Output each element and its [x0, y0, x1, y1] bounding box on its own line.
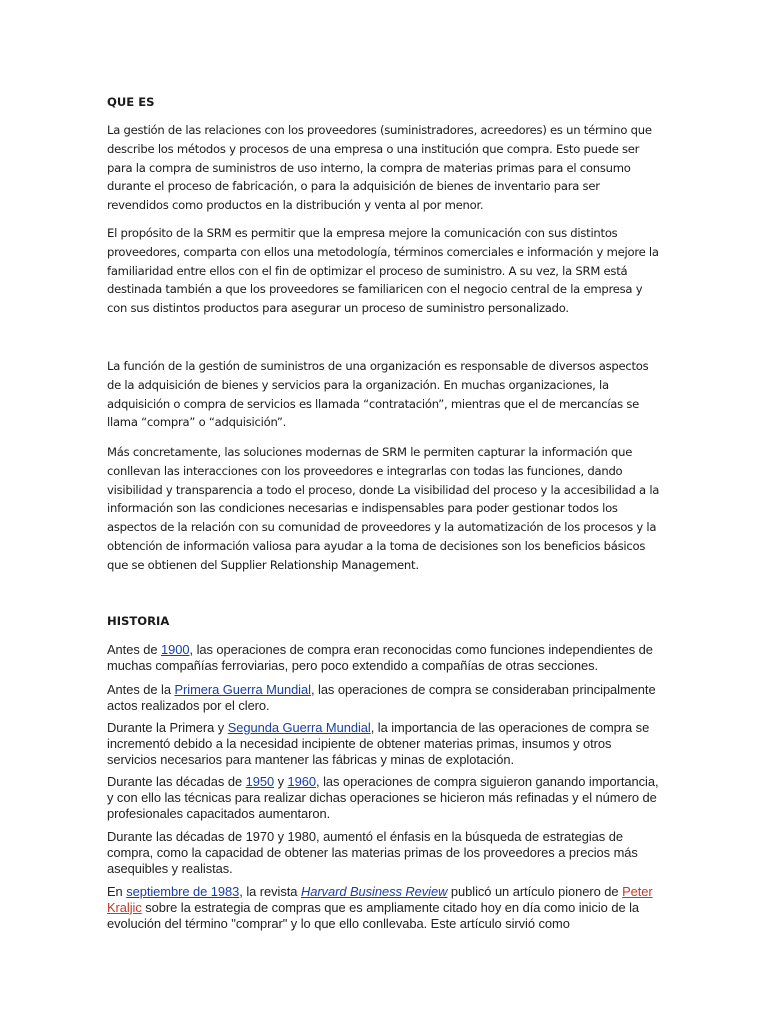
link-harvard-business-review[interactable]: Harvard Business Review: [300, 884, 448, 899]
link-segunda-guerra-mundial[interactable]: Segunda Guerra Mundial: [227, 720, 371, 735]
paragraph-historia-3: Durante la Primera y Segunda Guerra Mundial, la importancia de las operaciones de compra se incrementó debido a la necesidad incipiente de obtener materias primas, insumos y otros servicios necesarios para mantener las fábricas y minas de explotación.: [107, 720, 650, 767]
paragraph-que-es-1: La gestión de las relaciones con los proveedores (suministradores, acreedores) es un término que describe los métodos y procesos de una empresa o una institución que compra. Esto puede ser para la compra de suministros de uso interno, la compra de materias primas para el consumo durante el proceso de fabricación, o para la adquisición de bienes de inventario para ser revendidos como productos en la distribución y venta al por menor.: [107, 123, 652, 213]
link-1960[interactable]: 1960: [287, 774, 317, 789]
paragraph-que-es-2: El propósito de la SRM es permitir que la empresa mejore la comunicación con sus distintos proveedores, comparta con ellos una metodología, términos comerciales e información y mejore la familiaridad entre ellos con el fin de optimizar el proceso de suministro. A su vez, la SRM está destinada también a que los proveedores se familiaricen con el negocio central de la empresa y con sus distintos productos para asegurar un proceso de suministro personalizado.: [107, 226, 659, 316]
paragraph-historia-6: En septiembre de 1983, la revista Harvard Business Review publicó un artículo pionero de Peter Kraljic sobre la estrategia de compras que es ampliamente citado hoy en día como inicio de la evolución del término "comprar" y lo que ello conllevaba. Este artículo sirvió como: [107, 884, 653, 931]
paragraph-que-es-4: Más concretamente, las soluciones modernas de SRM le permiten capturar la información que conllevan las interacciones con los proveedores e integrarlas con todas las funciones, dando visibilidad y transparencia a todo el proceso, donde La visibilidad del proceso y la accesibilidad a la información son las condiciones necesarias e indispensables para poder gestionar todos los aspectos de la relación con su comunidad de proveedores y la automatización de los procesos y la obtención de información valiosa para ayudar a la toma de decisiones son los beneficios básicos que se obtienen del Supplier Relationship Management.: [107, 445, 660, 572]
link-peter-kraljic[interactable]: Peter Kraljic: [107, 884, 653, 915]
paragraph-historia-4: Durante las décadas de 1950 y 1960, las operaciones de compra siguieron ganando importancia, y con ello las técnicas para realizar dichas operaciones se hicieron más refinadas y el número de profesionales capacitados aumentaron.: [107, 774, 659, 821]
paragraph-historia-5: Durante las décadas de 1970 y 1980, aumentó el énfasis en la búsqueda de estrategias de compra, como la capacidad de obtener las materias primas de los proveedores a precios más asequibles y realistas.: [107, 829, 638, 876]
paragraph-historia-1: Antes de 1900, las operaciones de compra eran reconocidas como funciones independientes de muchas compañías ferroviarias, pero poco extendido a compañías de otras secciones.: [107, 642, 653, 673]
heading-historia: HISTORIA: [107, 614, 170, 628]
link-1900[interactable]: 1900: [161, 642, 190, 657]
paragraph-que-es-3: La función de la gestión de suministros de una organización es responsable de diversos aspectos de la adquisición de bienes y servicios para la organización. En muchas organizaciones, la adquisición o compra de servicios es llamada “contratación”, mientras que el de mercancías se llama “compra” o “adquisición”.: [107, 359, 649, 430]
link-1950[interactable]: 1950: [245, 774, 275, 789]
link-primera-guerra-mundial[interactable]: Primera Guerra Mundial: [174, 682, 311, 697]
paragraph-historia-2: Antes de la Primera Guerra Mundial, las operaciones de compra se consideraban principalmente actos realizados por el clero.: [107, 682, 656, 713]
link-septiembre-1983[interactable]: septiembre de 1983: [126, 884, 240, 899]
heading-que-es: QUE ES: [107, 95, 155, 109]
